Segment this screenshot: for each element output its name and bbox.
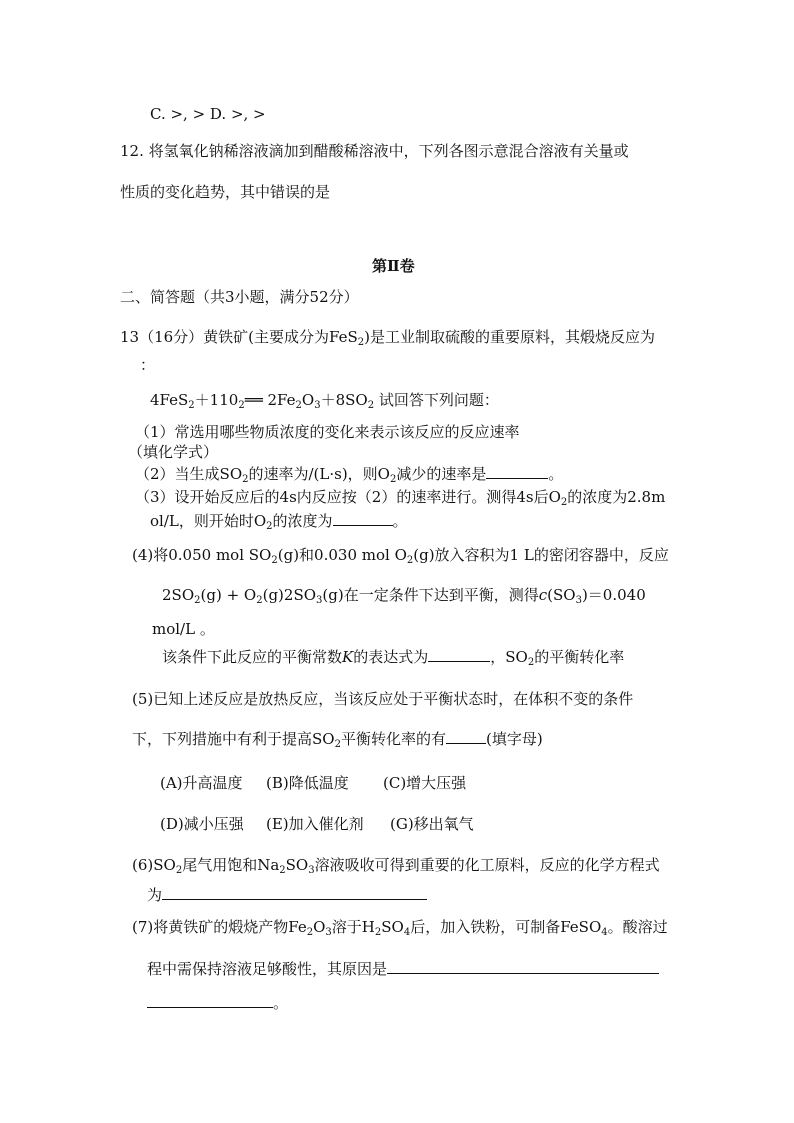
- subquestion-5: (5)已知上述反应是放热反应，当该反应处于平衡状态时，在体积不变的条件: [132, 690, 634, 708]
- subquestion-3: （3）设开始反应后的4s内反应按（2）的速率进行。测得4s后$O_2$的浓度为2.8m: [135, 488, 666, 508]
- answer-blank: [428, 661, 490, 662]
- part2-heading: 二、简答题（共3小题，满分52分）: [120, 288, 359, 306]
- answer-blank: [162, 899, 427, 900]
- equilibrium-constant-line: 该条件下此反应的平衡常数K的表达式为 ，$SO_2$的平衡转化率: [162, 648, 625, 668]
- answer-blank: [333, 525, 393, 526]
- question-12-line2: 性质的变化趋势，其中错误的是: [120, 183, 331, 201]
- subquestion-1: （1）常选用哪些物质浓度的变化来表示该反应的反应速率: [135, 423, 520, 441]
- subquestion-6-line2: 为: [147, 886, 427, 905]
- subquestion-7-line2: 程中需保持溶液足够酸性，其原因是: [147, 960, 659, 979]
- option-d: (D)减小压强: [160, 815, 244, 833]
- subquestion-2: （2）当生成$SO_2$的速率为/(L·s)，则$O_2$减少的速率是 。: [135, 465, 564, 485]
- subquestion-3-line2: ol/L，则开始时$O_2$的浓度为 。: [150, 512, 408, 532]
- answer-blank: [486, 478, 548, 479]
- answer-blank: [446, 743, 486, 744]
- concentration-unit: mol/L 。: [152, 620, 215, 638]
- subquestion-1-line2: （填化学式）: [128, 443, 219, 461]
- question-13-intro-colon: ：: [140, 356, 156, 374]
- subquestion-7: (7)将黄铁矿的煅烧产物$Fe_2O_3$溶于$H_2SO_4$后，加入铁粉，可制备FeSO$_4$。酸溶过: [132, 918, 668, 938]
- subquestion-5-line2: 下，下列措施中有利于提高$SO_2$平衡转化率的有 (填字母): [132, 730, 543, 750]
- option-e: (E)加入催化剂: [266, 815, 364, 833]
- subquestion-6: $(6)SO_2$尾气用饱和$Na_2SO_3$溶液吸收可得到重要的化工原料，反应的化学方程式: [132, 856, 660, 876]
- combustion-equation: $4FeS_2+110_2══$ $2Fe_2O_3+8SO_2$ 试回答下列问题：: [150, 391, 499, 411]
- options-c-d: C. >, > D. >, >: [150, 105, 266, 123]
- question-12-line1: 12. 将氢氧化钠稀溶液滴加到醋酸稀溶液中，下列各图示意混合溶液有关量或: [120, 142, 629, 160]
- section-title: 第Ⅱ卷: [372, 257, 415, 275]
- option-g: (G)移出氧气: [390, 815, 474, 833]
- option-b: (B)降低温度: [266, 774, 349, 792]
- question-13-intro: 13（16分）黄铁矿(主要成分为FeS$_2$)是工业制取硫酸的重要原料，其煅烧反应为: [120, 328, 656, 348]
- subquestion-7-line3: 。: [147, 994, 288, 1013]
- answer-blank: [147, 1007, 273, 1008]
- subquestion-4: (4)将0.050 mol $SO_2(g)$和0.030 mol $O_2(g)$放入容积为1 L的密闭容器中，反应: [132, 546, 669, 566]
- equilibrium-equation: $2SO_2(g) + O_2(g)2SO_3(g)$在一定条件下达到平衡，测得$c(SO_3)=0.040$: [162, 586, 646, 606]
- option-a: (A)升高温度: [160, 774, 243, 792]
- answer-blank: [387, 973, 659, 974]
- option-c: (C)增大压强: [383, 774, 467, 792]
